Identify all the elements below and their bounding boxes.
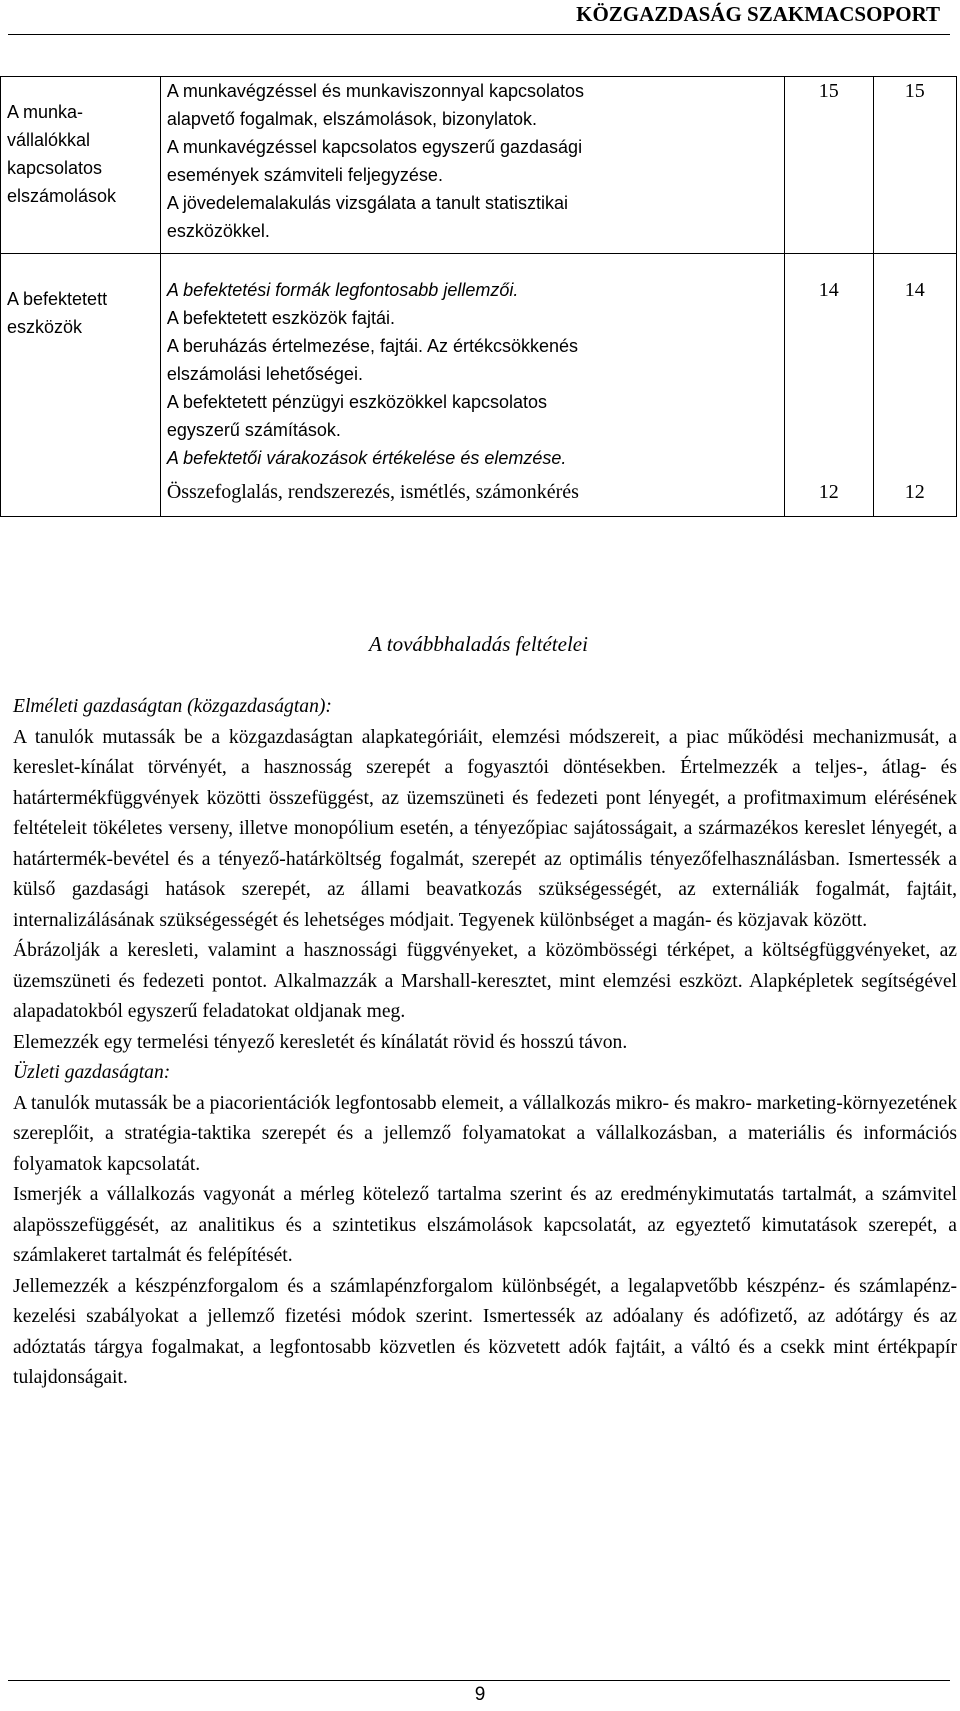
summary-hours-cell <box>873 472 956 517</box>
content-line: eszközökkel. <box>166 221 270 241</box>
paragraph: A tanulók mutassák be a piacorientációk legfontosabb elemeit, a vállalkozás mikro- és makro- marketing-környezetének szereplőit, a stratégia-taktika szerepét és a jellemző folyamatokat a vállalkozásban, a materiális és információs folyamatok kapcsolatát. <box>13 1092 957 1175</box>
body-text <box>13 692 957 1394</box>
summary-hours: 12 <box>904 481 925 503</box>
content-line: A befektetett eszközök fajtái. <box>166 308 395 328</box>
paragraph: A tanulók mutassák be a közgazdaságtan alapkategóriáit, elemzési módszereit, a piac működési mechanizmusát, a kereslet-kínálat törvényét, a hasznosság szerepét a fogyasztói döntésekben. Értelmezzék a teljes-, átlag- és határtermékfüggvények közötti összefüggést, az üzemszüneti és fedezeti pont lényegét, a profitmaximum elérésének feltételeit tökéletes verseny, illetve monopólium esetén, a tényezőpiac sajátosságait, a származékos kereslet lényegét, a határtermék-bevétel és a tényező-határköltség fogalmát, szerepét az optimális tényezőfelhasználásban. Ismertessék a külső gazdasági hatások szerepét, az állami beavatkozás szükségességét, az externáliák fogalmát, fajtáit, internalizálásának szükségességét és lehetséges módjait. Tegyenek különbséget a magán- és közjavak között. <box>13 726 957 931</box>
summary-text: Összefoglalás, rendszerezés, ismétlés, számonkérés <box>166 481 579 503</box>
content-line: A beruházás értelmezése, fajtái. Az értékcsökkenés <box>166 336 579 356</box>
content-cell <box>160 77 784 254</box>
hours-cell <box>785 254 873 473</box>
paragraph: Elemezzék egy termelési tényező keresletét és kínálatát rövid és hosszú távon. <box>13 1031 628 1053</box>
topic-line: A munka- <box>7 102 84 122</box>
topic-line: elszámolások <box>7 186 117 206</box>
table-row <box>1 77 957 254</box>
subsection-heading: Elméleti gazdaságtan (közgazdaságtan): <box>13 696 332 717</box>
paragraph: Jellemezzék a készpénzforgalom és a számlapénzforgalom különbségét, a legalapvetőbb készpénz- és számlapénz-kezelési szabályokat a jellemző fizetési módok szerint. Ismertessék az adóalany és adófizető, az adótárgy és az adóztatás tárgya fogalmakat, a legfontosabb közvetlen és közvetett adók fajtáit, a váltó és a csekk mint értékpapír tulajdonságait. <box>13 1275 957 1388</box>
content-line: alapvető fogalmak, elszámolások, bizonylatok. <box>166 109 538 129</box>
content-line: A befektetési formák legfontosabb jellemzői. <box>166 280 519 300</box>
content-line: A munkavégzéssel és munkaviszonnyal kapcsolatos <box>166 81 585 101</box>
paragraph: Ismerjék a vállalkozás vagyonát a mérleg kötelező tartalma szerint és az eredménykimutatás tartalmát, a számvitel alapösszefüggését, az analitikus és a szintetikus elszámolások kapcsolatát, az egyeztető kimutatások szerepét, a számlakeret tartalmát és felépítését. <box>13 1184 957 1266</box>
page-number: 9 <box>474 1684 486 1705</box>
hours-cell <box>873 77 956 254</box>
topic-cell <box>1 254 161 517</box>
hours-cell <box>785 77 873 254</box>
hours-value: 15 <box>904 80 925 102</box>
hours-value: 14 <box>904 279 925 301</box>
subsection-heading: Üzleti gazdaságtan: <box>13 1062 171 1083</box>
topic-line: vállalókkal <box>7 130 91 150</box>
table-row <box>1 254 957 473</box>
topic-line: kapcsolatos <box>7 158 103 178</box>
hours-cell <box>873 254 956 473</box>
content-line: A munkavégzéssel kapcsolatos egyszerű gazdasági <box>166 137 583 157</box>
page-header: KÖZGAZDASÁG SZAKMACSOPORT <box>576 2 940 26</box>
summary-cell <box>160 472 784 517</box>
content-line: A jövedelemalakulás vizsgálata a tanult statisztikai <box>166 193 569 213</box>
hours-value: 15 <box>818 80 839 102</box>
header-rule <box>8 34 950 35</box>
hours-value: 14 <box>818 279 839 301</box>
paragraph: Ábrázolják a keresleti, valamint a hasznossági függvényeket, a közömbösségi térképet, a költségfüggvényeket, az üzemszüneti és fedezeti pontot. Alkalmazzák a Marshall-keresztet, mint elemzési eszközt. Alapképletek segítségével alapadatokból egyszerű feladatokat oldjanak meg. <box>13 940 957 1022</box>
content-line: A befektetett pénzügyi eszközökkel kapcsolatos <box>166 392 548 412</box>
content-line: A befektetői várakozások értékelése és elemzése. <box>166 448 567 468</box>
content-line: események számviteli feljegyzése. <box>166 165 443 185</box>
section-title: A továbbhaladás feltételei <box>369 632 588 656</box>
topic-line: eszközök <box>7 317 83 337</box>
summary-hours-cell <box>785 472 873 517</box>
content-line: elszámolási lehetőségei. <box>166 364 363 384</box>
summary-hours: 12 <box>818 481 839 503</box>
topic-line: A befektetett <box>7 289 108 309</box>
content-line: egyszerű számítások. <box>166 420 341 440</box>
footer-rule <box>8 1680 950 1681</box>
topics-table <box>0 76 957 517</box>
topic-cell <box>1 77 161 254</box>
content-cell <box>160 254 784 473</box>
